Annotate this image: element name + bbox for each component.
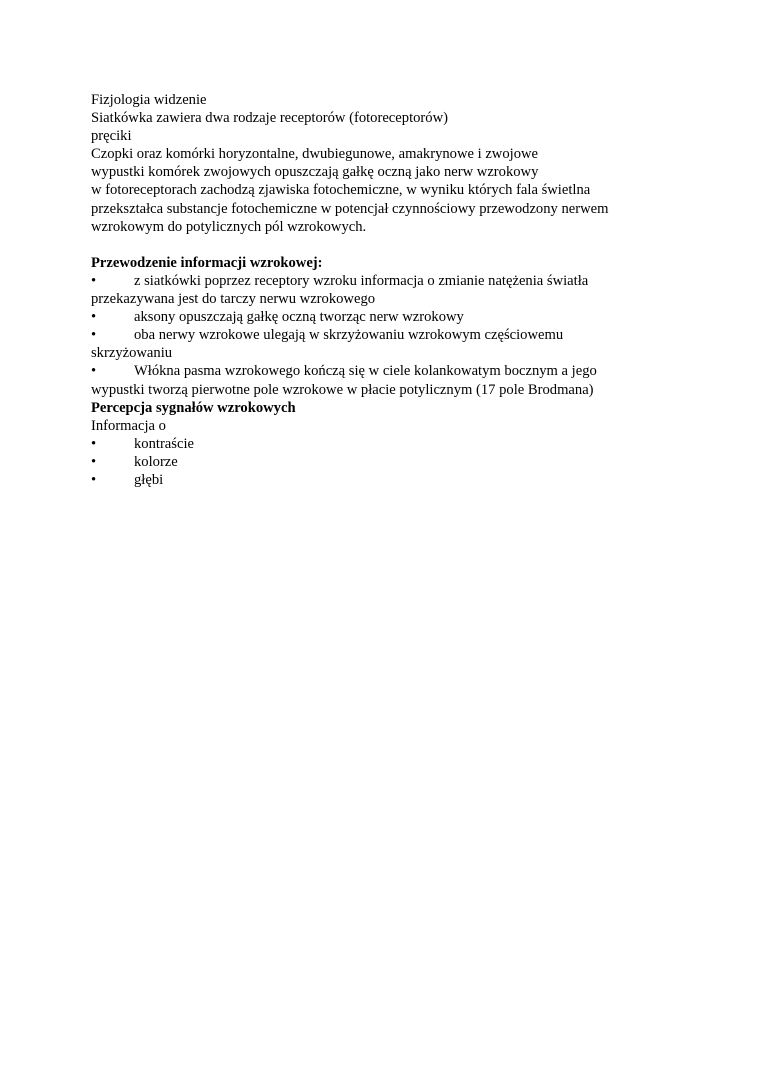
section-heading: Przewodzenie informacji wzrokowej: xyxy=(91,254,323,271)
list-item-text: kontraście xyxy=(134,435,194,452)
intro-paragraph xyxy=(91,91,691,236)
document-title: Fizjologia widzenie xyxy=(91,92,207,108)
section-visual-perception xyxy=(91,399,691,489)
section-visual-conduction xyxy=(91,254,691,399)
blank-line xyxy=(91,236,691,254)
list-item xyxy=(91,272,691,308)
list-item-text: oba nerwy wzrokowe ulegają w skrzyżowaniu wzrokowym częściowemu xyxy=(134,327,564,344)
list-item xyxy=(91,435,691,453)
list-item xyxy=(91,362,691,398)
list-item-text: głębi xyxy=(134,471,164,488)
bullet-mark: • xyxy=(91,453,97,470)
bullet-mark: • xyxy=(91,327,97,344)
bullet-mark: • xyxy=(91,435,97,452)
text-line: Siatkówka zawiera dwa rodzaje receptorów (fotoreceptorów) xyxy=(91,110,448,127)
section-heading: Percepcja sygnałów wzrokowych xyxy=(91,399,296,416)
bullet-mark: • xyxy=(91,471,97,488)
list-item-text: kolorze xyxy=(134,453,178,470)
list-item-continuation: skrzyżowaniu xyxy=(91,345,173,362)
bullet-mark: • xyxy=(91,272,97,289)
text-line: wypustki komórek zwojowych opuszczają gałkę oczną jako nerw wzrokowy xyxy=(91,164,539,181)
bullet-mark: • xyxy=(91,363,97,380)
list-item-text: Włókna pasma wzrokowego kończą się w ciele kolankowatym bocznym a jego xyxy=(134,363,597,380)
list-item xyxy=(91,308,691,326)
section-intro: Informacja o xyxy=(91,417,166,434)
text-line: pręciki xyxy=(91,128,132,145)
list-item-continuation: wypustki tworzą pierwotne pole wzrokowe w płacie potylicznym (17 pole Brodmana) xyxy=(91,381,594,398)
text-line: wzrokowym do potylicznych pól wzrokowych. xyxy=(91,218,367,235)
bullet-mark: • xyxy=(91,309,97,326)
text-line: w fotoreceptorach zachodzą zjawiska fotochemiczne, w wyniku których fala świetlna xyxy=(91,182,591,199)
list-item xyxy=(91,326,691,362)
list-item xyxy=(91,453,691,471)
list-item-continuation: przekazywana jest do tarczy nerwu wzrokowego xyxy=(91,291,376,308)
list-item xyxy=(91,471,691,489)
list-item-text: z siatkówki poprzez receptory wzroku informacja o zmianie natężenia światła xyxy=(134,272,589,289)
text-line: Czopki oraz komórki horyzontalne, dwubiegunowe, amakrynowe i zwojowe xyxy=(91,146,539,163)
text-line: przekształca substancje fotochemiczne w potencjał czynnościowy przewodzony nerwem xyxy=(91,200,609,217)
document-page xyxy=(91,91,691,489)
list-item-text: aksony opuszczają gałkę oczną tworząc nerw wzrokowy xyxy=(134,309,464,326)
